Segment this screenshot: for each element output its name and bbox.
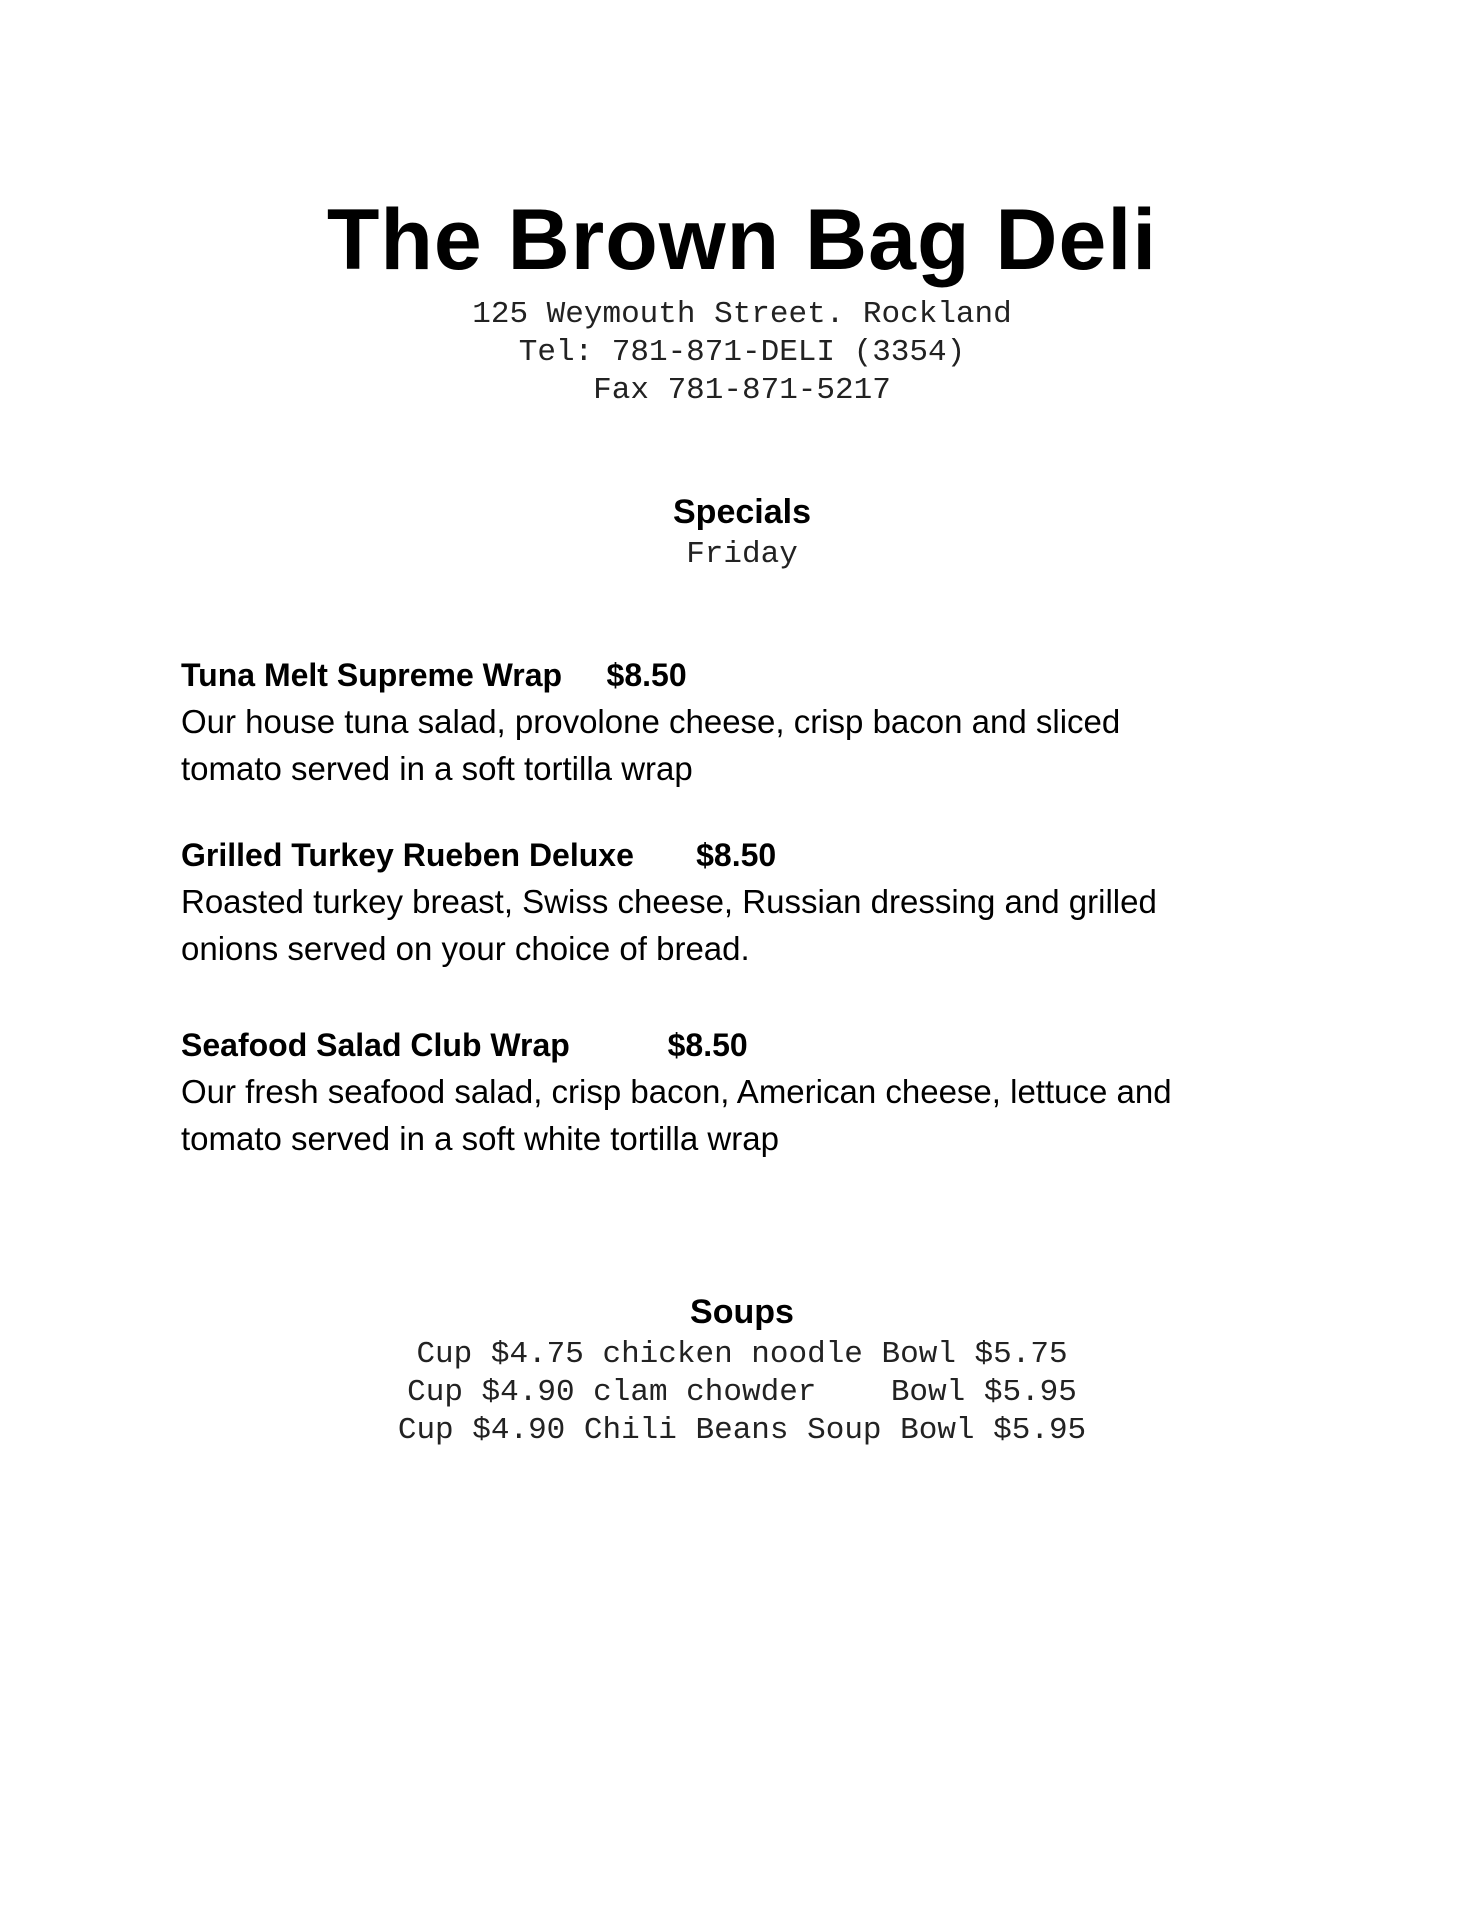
special-item-name: Grilled Turkey Rueben Deluxe <box>181 837 634 873</box>
soups-heading: Soups <box>690 1293 794 1331</box>
telephone: Tel: 781-871-DELI (3354) <box>518 335 966 370</box>
special-item-description-line: Roasted turkey breast, Swiss cheese, Russian dressing and grilled <box>181 883 1157 920</box>
soups-list <box>0 1336 1484 1450</box>
special-item-header <box>181 832 1341 878</box>
soup-row: Cup $4.90 clam chowder Bowl $5.95 <box>407 1375 1077 1410</box>
fax: Fax 781-871-5217 <box>593 373 891 408</box>
special-item-description-line: Our fresh seafood salad, crisp bacon, American cheese, lettuce and <box>181 1073 1172 1110</box>
address: 125 Weymouth Street. Rockland <box>472 297 1012 332</box>
special-item-description-line: tomato served in a soft white tortilla wrap <box>181 1120 779 1157</box>
soup-row: Cup $4.90 Chili Beans Soup Bowl $5.95 <box>397 1413 1087 1448</box>
specials-day: Friday <box>686 537 798 572</box>
special-item-price: $8.50 <box>606 657 687 693</box>
specials-heading: Specials <box>673 493 811 531</box>
special-item-description-line: onions served on your choice of bread. <box>181 930 750 967</box>
special-item-price: $8.50 <box>696 837 777 873</box>
special-item-header <box>181 1022 1341 1068</box>
contact-block <box>0 296 1484 410</box>
special-item-name: Tuna Melt Supreme Wrap <box>181 657 563 693</box>
special-item-description-line: tomato served in a soft tortilla wrap <box>181 750 693 787</box>
special-item-price: $8.50 <box>667 1027 748 1063</box>
special-item <box>181 1022 1341 1162</box>
special-item-description-line: Our house tuna salad, provolone cheese, crisp bacon and sliced <box>181 703 1121 740</box>
soup-row: Cup $4.75 chicken noodle Bowl $5.75 <box>416 1337 1068 1372</box>
special-item-header <box>181 652 1341 698</box>
special-item <box>181 832 1341 972</box>
restaurant-name: The Brown Bag Deli <box>326 192 1158 288</box>
special-item-name: Seafood Salad Club Wrap <box>181 1027 570 1063</box>
special-item <box>181 652 1341 792</box>
